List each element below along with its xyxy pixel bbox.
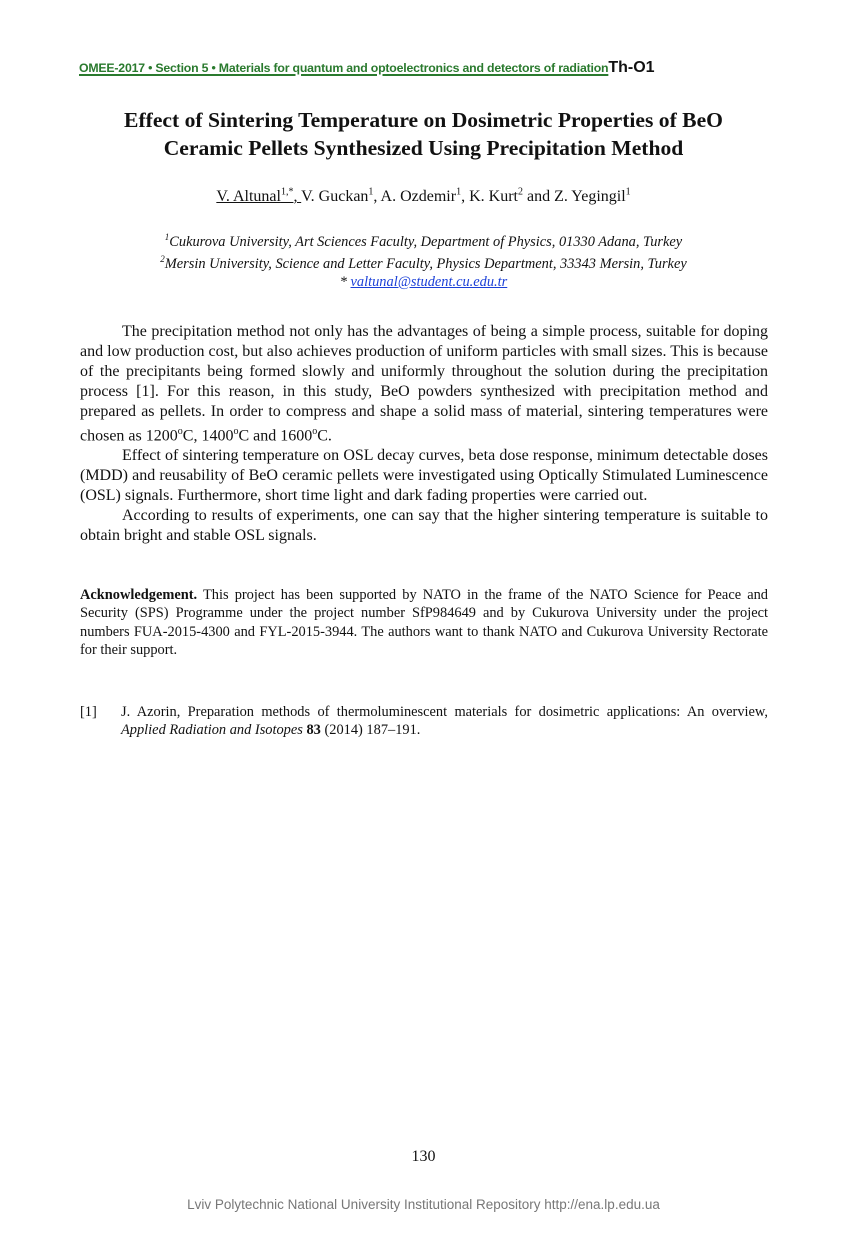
acknowledgement-heading: Acknowledgement. bbox=[80, 587, 198, 603]
acknowledgement-text: This project has been supported by NATO in the frame of the NATO Science for Peace and Security (SPS) Programme under the project number SfP984649 and by Cukurova University under the project numbers FUA-2015-4300 and FYL-2015-3944. The authors want to thank NATO and Cukurova University Rectorate for their support. bbox=[80, 587, 772, 658]
paper-title bbox=[60, 106, 787, 162]
author-name: K. Kurt bbox=[469, 188, 518, 206]
reference-text bbox=[121, 703, 768, 739]
author-list bbox=[60, 187, 787, 206]
corresponding-author bbox=[60, 274, 787, 292]
reference-item bbox=[80, 703, 768, 739]
body-paragraph bbox=[80, 322, 768, 446]
author-affil-sup: 1 bbox=[368, 187, 374, 198]
body-paragraph: According to results of experiments, one can say that the higher sintering temperature is suitable to obtain bright and stable OSL signals. bbox=[80, 507, 768, 545]
degree-sup: o bbox=[312, 426, 318, 437]
degree-sup: o bbox=[233, 426, 239, 437]
page-number: 130 bbox=[411, 1148, 436, 1165]
affiliation-text: Cukurova University, Art Sciences Faculty, Department of Physics, 01330 Adana, Turkey bbox=[169, 233, 683, 250]
author bbox=[381, 188, 470, 205]
paragraph-text: C. bbox=[317, 427, 332, 445]
affiliation-sup: 1 bbox=[164, 232, 170, 242]
author bbox=[301, 188, 380, 205]
author-sep: , bbox=[373, 188, 381, 206]
author-name: V. Altunal bbox=[216, 188, 281, 206]
paragraph-text: C, 1400 bbox=[182, 427, 234, 445]
abstract-body bbox=[80, 322, 768, 546]
author-affil-sup: 2 bbox=[517, 187, 523, 198]
affiliations bbox=[60, 229, 787, 291]
author-sep: , bbox=[293, 188, 302, 206]
paper-code: Th-O1 bbox=[608, 59, 655, 76]
paragraph-text: C and 1600 bbox=[238, 427, 313, 445]
affiliation bbox=[60, 251, 787, 273]
author-affil-sup: 1 bbox=[625, 187, 631, 198]
affiliation-text: Mersin University, Science and Letter Faculty, Physics Department, 33343 Mersin, Turkey bbox=[164, 256, 687, 273]
degree-sup: o bbox=[177, 426, 183, 437]
paragraph-text: The precipitation method not only has the advantages of being a simple process, suitable for doping and low production cost, but also achieves production of uniform particles with small sizes. This is because of the precipitants being formed slowly and uniformly throughout the solution during the precipitation process [1]. For this reason, in this study, BeO powders synthesized with precipitation method and prepared as pellets. In order to compress and shape a solid mass of material, sintering temperatures were chosen as 1200 bbox=[80, 323, 768, 445]
author-sep: and bbox=[522, 188, 555, 206]
body-paragraph: Effect of sintering temperature on OSL decay curves, beta dose response, minimum detectable doses (MDD) and reusability of BeO ceramic pellets were investigated using Optically Stimulated Luminescence (OSL) signals. Furthermore, short time light and dark fading properties were carried out. bbox=[80, 447, 768, 505]
reference-number: [1] bbox=[80, 704, 97, 720]
affiliation-sup: 2 bbox=[160, 254, 165, 265]
affiliation bbox=[60, 229, 787, 251]
author bbox=[469, 188, 554, 205]
title-line-1: Effect of Sintering Temperature on Dosimetric Properties of BeO bbox=[124, 108, 723, 132]
conference-section-line: OMEE-2017 • Section 5 • Materials for quantum and optoelectronics and detectors of radiation bbox=[79, 61, 609, 75]
author-affil-sup: 1 bbox=[456, 187, 462, 198]
author-affil-sup: 1,* bbox=[280, 187, 294, 198]
email-link[interactable]: valtunal@student.cu.edu.tr bbox=[350, 273, 508, 290]
reference-volume: 83 bbox=[306, 722, 321, 738]
author-name: V. Guckan bbox=[301, 188, 369, 206]
repository-footer: Lviv Polytechnic National University Institutional Repository http://ena.lp.edu.ua bbox=[187, 1197, 660, 1212]
author bbox=[554, 188, 631, 205]
reference-year-pages: (2014) 187–191. bbox=[320, 722, 421, 738]
running-header bbox=[79, 59, 773, 77]
title-line-2: Ceramic Pellets Synthesized Using Precipitation Method bbox=[163, 136, 684, 160]
author-name: A. Ozdemir bbox=[380, 188, 457, 206]
author-presenting bbox=[216, 188, 301, 205]
reference-authors-title: J. Azorin, Preparation methods of thermoluminescent materials for dosimetric applications: An overview, bbox=[121, 704, 768, 720]
author-name: Z. Yegingil bbox=[554, 188, 626, 206]
reference-journal: Applied Radiation and Isotopes bbox=[121, 722, 303, 738]
corresponding-marker: * bbox=[339, 273, 351, 290]
author-sep: , bbox=[461, 188, 470, 206]
acknowledgement bbox=[80, 586, 772, 659]
